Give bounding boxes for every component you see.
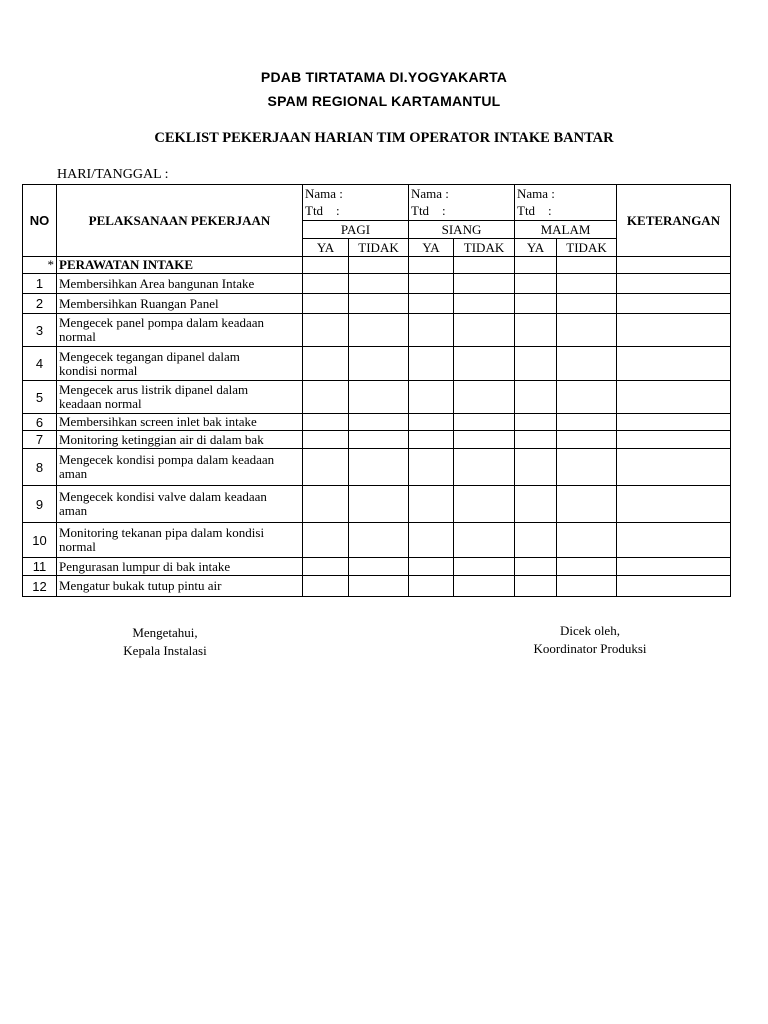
task-description bbox=[57, 486, 303, 523]
header-keterangan: KETERANGAN bbox=[617, 185, 731, 257]
task-row bbox=[23, 486, 731, 523]
check-cell[interactable] bbox=[349, 431, 409, 449]
task-line2: kondisi normal bbox=[59, 362, 138, 378]
task-line2: keadaan normal bbox=[59, 396, 142, 411]
check-cell[interactable] bbox=[303, 314, 349, 347]
task-line1: Mengecek arus listrik dipanel dalam bbox=[59, 382, 249, 397]
check-cell[interactable] bbox=[454, 314, 515, 347]
task-row bbox=[23, 523, 731, 558]
check-cell[interactable] bbox=[409, 274, 454, 294]
organization-title: PDAB TIRTATAMA DI.YOGYAKARTA bbox=[260, 69, 508, 85]
task-row bbox=[23, 274, 731, 294]
ttd-label: Ttd : bbox=[305, 203, 340, 218]
organization-subtitle: SPAM REGIONAL KARTAMANTUL bbox=[267, 93, 501, 109]
task-description bbox=[57, 347, 303, 381]
task-row bbox=[23, 431, 731, 449]
check-cell[interactable] bbox=[515, 449, 557, 486]
task-line1: Monitoring tekanan pipa dalam kondisi bbox=[59, 525, 265, 540]
check-cell[interactable] bbox=[303, 257, 349, 274]
task-description bbox=[57, 274, 303, 294]
check-cell[interactable] bbox=[454, 558, 515, 576]
check-cell[interactable] bbox=[303, 294, 349, 314]
check-cell[interactable] bbox=[409, 431, 454, 449]
check-cell[interactable] bbox=[454, 257, 515, 274]
task-row bbox=[23, 381, 731, 414]
check-cell[interactable] bbox=[557, 347, 617, 381]
check-cell[interactable] bbox=[515, 381, 557, 414]
task-line1: Membersihkan screen inlet bak intake bbox=[59, 414, 257, 429]
signature-left-line2: Kepala Instalasi bbox=[123, 643, 207, 658]
task-line1: Mengecek panel pompa dalam keadaan bbox=[59, 315, 265, 330]
check-cell[interactable] bbox=[409, 576, 454, 597]
note-cell[interactable] bbox=[617, 523, 731, 558]
task-line1: Membersihkan Ruangan Panel bbox=[59, 295, 219, 311]
pagi-tidak-header: TIDAK bbox=[349, 239, 409, 257]
malam-tidak-header: TIDAK bbox=[557, 239, 617, 257]
check-cell[interactable] bbox=[515, 294, 557, 314]
check-cell[interactable] bbox=[515, 558, 557, 576]
check-cell[interactable] bbox=[349, 523, 409, 558]
task-row bbox=[23, 347, 731, 381]
row-number: 7 bbox=[23, 431, 57, 449]
row-number: 4 bbox=[23, 347, 57, 381]
check-cell[interactable] bbox=[557, 523, 617, 558]
check-cell[interactable] bbox=[515, 274, 557, 294]
check-cell[interactable] bbox=[557, 431, 617, 449]
task-row bbox=[23, 294, 731, 314]
check-cell[interactable] bbox=[454, 414, 515, 431]
note-cell[interactable] bbox=[617, 347, 731, 381]
check-cell[interactable] bbox=[303, 523, 349, 558]
task-line2: normal bbox=[59, 329, 96, 344]
check-cell[interactable] bbox=[349, 414, 409, 431]
note-cell[interactable] bbox=[617, 431, 731, 449]
pagi-ya-header: YA bbox=[303, 239, 349, 257]
row-number: 3 bbox=[23, 314, 57, 347]
task-line1: Mengatur bukak tutup pintu air bbox=[59, 578, 222, 593]
task-line2: aman bbox=[59, 503, 88, 518]
malam-ya-header: YA bbox=[515, 239, 557, 257]
check-cell[interactable] bbox=[409, 449, 454, 486]
check-cell[interactable] bbox=[454, 347, 515, 381]
row-number: 1 bbox=[23, 274, 57, 294]
row-number: 10 bbox=[23, 523, 57, 558]
task-description bbox=[57, 381, 303, 414]
check-cell[interactable] bbox=[557, 486, 617, 523]
task-line2: aman bbox=[59, 466, 88, 481]
check-cell[interactable] bbox=[557, 414, 617, 431]
row-number: 2 bbox=[23, 294, 57, 314]
task-description bbox=[57, 314, 303, 347]
malam-signature-cell bbox=[515, 185, 617, 221]
check-cell[interactable] bbox=[409, 294, 454, 314]
pagi-signature-cell bbox=[303, 185, 409, 221]
header-no: NO bbox=[23, 185, 57, 257]
row-number: 8 bbox=[23, 449, 57, 486]
check-cell[interactable] bbox=[557, 558, 617, 576]
check-cell[interactable] bbox=[409, 486, 454, 523]
signature-right bbox=[510, 622, 670, 658]
note-cell[interactable] bbox=[617, 486, 731, 523]
task-description bbox=[57, 449, 303, 486]
check-cell[interactable] bbox=[454, 449, 515, 486]
shift-siang: SIANG bbox=[409, 221, 515, 239]
siang-tidak-header: TIDAK bbox=[454, 239, 515, 257]
check-cell[interactable] bbox=[557, 274, 617, 294]
task-row bbox=[23, 449, 731, 486]
note-cell[interactable] bbox=[617, 257, 731, 274]
section-label: PERAWATAN INTAKE bbox=[57, 257, 303, 274]
check-cell[interactable] bbox=[454, 294, 515, 314]
check-cell[interactable] bbox=[557, 314, 617, 347]
check-cell[interactable] bbox=[515, 486, 557, 523]
row-number: 12 bbox=[23, 576, 57, 597]
task-line1: Membersihkan Area bangunan Intake bbox=[59, 275, 255, 291]
check-cell[interactable] bbox=[454, 523, 515, 558]
task-description bbox=[57, 414, 303, 431]
shift-malam: MALAM bbox=[515, 221, 617, 239]
section-marker: * bbox=[23, 257, 57, 274]
check-cell[interactable] bbox=[349, 314, 409, 347]
task-row bbox=[23, 414, 731, 431]
task-row bbox=[23, 576, 731, 597]
check-cell[interactable] bbox=[303, 381, 349, 414]
task-description bbox=[57, 431, 303, 449]
check-cell[interactable] bbox=[349, 449, 409, 486]
check-cell[interactable] bbox=[409, 381, 454, 414]
note-cell[interactable] bbox=[617, 381, 731, 414]
nama-label: Nama : bbox=[517, 186, 555, 201]
signature-right-line2: Koordinator Produksi bbox=[533, 641, 647, 656]
note-cell[interactable] bbox=[617, 576, 731, 597]
task-line1: Monitoring ketinggian air di dalam bak bbox=[59, 431, 264, 447]
row-number: 9 bbox=[23, 486, 57, 523]
task-row bbox=[23, 314, 731, 347]
ttd-label: Ttd : bbox=[411, 203, 446, 218]
header-task: PELAKSANAAN PEKERJAAN bbox=[57, 185, 303, 257]
check-cell[interactable] bbox=[557, 257, 617, 274]
checklist-table bbox=[22, 184, 731, 597]
check-cell[interactable] bbox=[454, 431, 515, 449]
check-cell[interactable] bbox=[515, 414, 557, 431]
check-cell[interactable] bbox=[515, 314, 557, 347]
ttd-label: Ttd : bbox=[517, 203, 552, 218]
task-line1: Mengecek tegangan dipanel dalam bbox=[59, 348, 240, 364]
check-cell[interactable] bbox=[409, 347, 454, 381]
task-description bbox=[57, 523, 303, 558]
note-cell[interactable] bbox=[617, 558, 731, 576]
check-cell[interactable] bbox=[409, 414, 454, 431]
check-cell[interactable] bbox=[454, 274, 515, 294]
task-row bbox=[23, 558, 731, 576]
check-cell[interactable] bbox=[515, 347, 557, 381]
task-line1: Mengecek kondisi valve dalam keadaan bbox=[59, 489, 267, 504]
siang-ya-header: YA bbox=[409, 239, 454, 257]
check-cell[interactable] bbox=[454, 381, 515, 414]
check-cell[interactable] bbox=[349, 347, 409, 381]
signature-left-line1: Mengetahui, bbox=[132, 625, 198, 640]
check-cell[interactable] bbox=[454, 486, 515, 523]
nama-label: Nama : bbox=[411, 186, 449, 201]
check-cell[interactable] bbox=[303, 576, 349, 597]
row-number: 6 bbox=[23, 414, 57, 431]
check-cell[interactable] bbox=[303, 347, 349, 381]
check-cell[interactable] bbox=[557, 381, 617, 414]
siang-signature-cell bbox=[409, 185, 515, 221]
task-description bbox=[57, 558, 303, 576]
check-cell[interactable] bbox=[303, 449, 349, 486]
date-label: HARI/TANGGAL : bbox=[57, 167, 169, 182]
task-description bbox=[57, 576, 303, 597]
shift-pagi: PAGI bbox=[303, 221, 409, 239]
signature-right-line1: Dicek oleh, bbox=[560, 623, 620, 638]
check-cell[interactable] bbox=[303, 486, 349, 523]
note-cell[interactable] bbox=[617, 414, 731, 431]
nama-label: Nama : bbox=[305, 186, 343, 201]
note-cell[interactable] bbox=[617, 294, 731, 314]
signature-left bbox=[95, 624, 235, 660]
note-cell[interactable] bbox=[617, 449, 731, 486]
check-cell[interactable] bbox=[349, 257, 409, 274]
check-cell[interactable] bbox=[409, 314, 454, 347]
check-cell[interactable] bbox=[557, 449, 617, 486]
check-cell[interactable] bbox=[515, 431, 557, 449]
task-line2: normal bbox=[59, 539, 96, 554]
check-cell[interactable] bbox=[349, 558, 409, 576]
check-cell[interactable] bbox=[557, 294, 617, 314]
check-cell[interactable] bbox=[303, 558, 349, 576]
task-line1: Pengurasan lumpur di bak intake bbox=[59, 558, 231, 574]
row-number: 5 bbox=[23, 381, 57, 414]
check-cell[interactable] bbox=[557, 576, 617, 597]
check-cell[interactable] bbox=[515, 523, 557, 558]
check-cell[interactable] bbox=[303, 414, 349, 431]
form-title: CEKLIST PEKERJAAN HARIAN TIM OPERATOR INTAKE BANTAR bbox=[154, 130, 614, 146]
check-cell[interactable] bbox=[515, 576, 557, 597]
check-cell[interactable] bbox=[409, 257, 454, 274]
check-cell[interactable] bbox=[409, 558, 454, 576]
check-cell[interactable] bbox=[515, 257, 557, 274]
check-cell[interactable] bbox=[349, 274, 409, 294]
check-cell[interactable] bbox=[349, 294, 409, 314]
check-cell[interactable] bbox=[349, 486, 409, 523]
check-cell[interactable] bbox=[349, 381, 409, 414]
check-cell[interactable] bbox=[349, 576, 409, 597]
check-cell[interactable] bbox=[303, 274, 349, 294]
task-description bbox=[57, 294, 303, 314]
note-cell[interactable] bbox=[617, 314, 731, 347]
task-line1: Mengecek kondisi pompa dalam keadaan bbox=[59, 452, 275, 467]
check-cell[interactable] bbox=[303, 431, 349, 449]
note-cell[interactable] bbox=[617, 274, 731, 294]
check-cell[interactable] bbox=[409, 523, 454, 558]
check-cell[interactable] bbox=[454, 576, 515, 597]
row-number: 11 bbox=[23, 558, 57, 576]
